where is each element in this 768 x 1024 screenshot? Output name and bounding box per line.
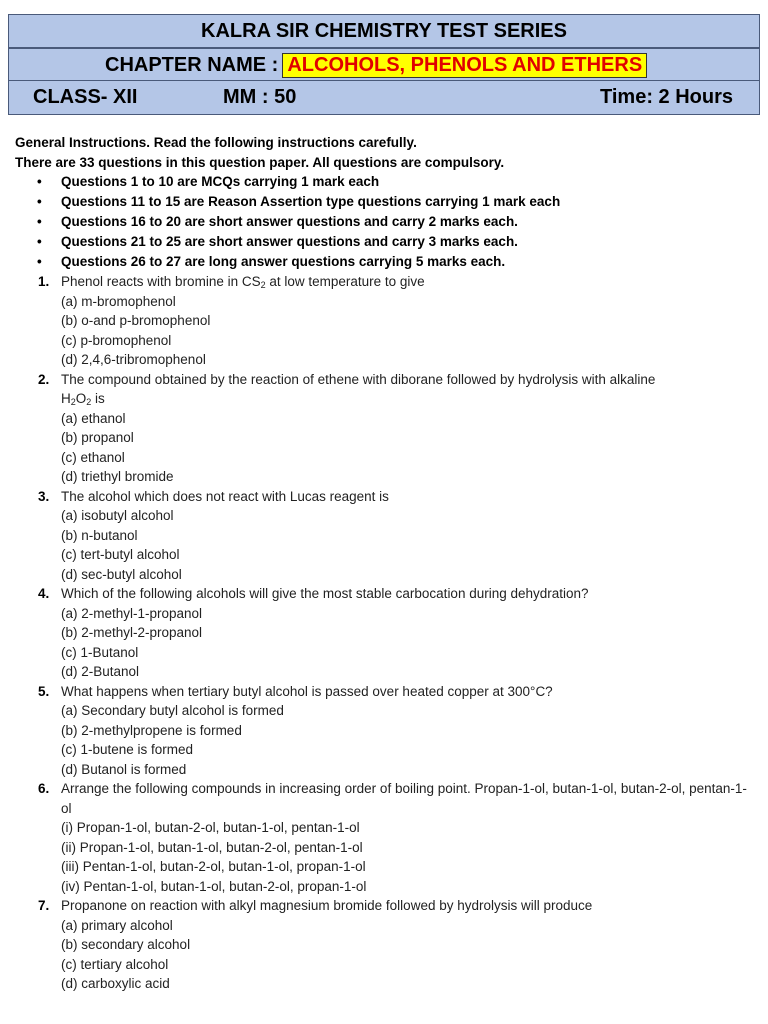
- bullet-icon: •: [37, 174, 42, 189]
- option: (b) secondary alcohol: [61, 937, 191, 952]
- class-label: CLASS- XII: [33, 86, 138, 108]
- question-1: 1. Phenol reacts with bromine in $CS_2$ at low temperature to give: [38, 274, 425, 290]
- option: (i) Propan-1-ol, butan-2-ol, butan-1-ol, pentan-1-ol: [61, 820, 360, 835]
- instruction-bullet: • Questions 11 to 15 are Reason Assertion type questions carrying 1 mark each: [15, 192, 755, 212]
- test-series-title: KALRA SIR CHEMISTRY TEST SERIES: [201, 20, 567, 42]
- option: (a) ethanol: [61, 410, 126, 426]
- option: (c) tertiary alcohol: [61, 956, 169, 972]
- question-5: 5. What happens when tertiary butyl alcohol is passed over heated copper at 300°C?: [15, 682, 755, 702]
- option: (b) 2-methylpropene is formed: [61, 722, 242, 738]
- option: (a) 2-methyl-1-propanol: [61, 605, 203, 621]
- question-7: 7. Propanone on reaction with alkyl magnesium bromide followed by hydrolysis will produce: [15, 896, 755, 916]
- option: (iii) Pentan-1-ol, butan-2-ol, butan-1-ol, propan-1-ol: [61, 859, 366, 874]
- option: (c) p-bromophenol: [61, 332, 172, 348]
- question-paper-body: [15, 133, 755, 994]
- option: (c) ethanol: [61, 449, 125, 465]
- question-2: 2. The compound obtained by the reaction of ethene with diborane followed by hydrolysis with alkaline: [15, 370, 755, 390]
- max-marks: MM : 50: [223, 86, 297, 108]
- option: (a) isobutyl alcohol: [61, 508, 174, 523]
- question-number: 1.: [38, 274, 50, 289]
- question-number: 6.: [38, 781, 50, 796]
- option: (a) Secondary butyl alcohol is formed: [61, 703, 284, 718]
- instruction-bullet: • Questions 1 to 10 are MCQs carrying 1 mark each: [15, 172, 755, 192]
- question-number: 5.: [38, 683, 50, 699]
- option: (d) triethyl bromide: [61, 469, 174, 484]
- option: (a) m-bromophenol: [61, 293, 176, 309]
- instruction-bullet: • Questions 26 to 27 are long answer questions carrying 5 marks each.: [15, 252, 755, 272]
- option: (d) Butanol is formed: [61, 761, 187, 777]
- option: (c) 1-butene is formed: [61, 742, 194, 757]
- question-number: 3.: [38, 488, 50, 504]
- chapter-line: [105, 53, 647, 78]
- instruction-bullet: • Questions 16 to 20 are short answer questions and carry 2 marks each.: [15, 212, 755, 232]
- time-duration: Time: 2 Hours: [600, 86, 733, 108]
- bullet-icon: •: [37, 194, 42, 209]
- bullet-icon: •: [37, 214, 42, 229]
- option: (d) 2,4,6-tribromophenol: [61, 352, 206, 367]
- question-number: 4.: [38, 586, 50, 601]
- header-title-row: [8, 14, 760, 48]
- question-number: 2.: [38, 371, 50, 387]
- question-4: 4. Which of the following alcohols will give the most stable carbocation during dehydration?: [15, 584, 755, 604]
- option: (d) carboxylic acid: [61, 976, 170, 991]
- bullet-icon: •: [37, 234, 42, 249]
- header-info-row: [8, 80, 760, 115]
- option: (b) propanol: [61, 430, 134, 445]
- option: (d) 2-Butanol: [61, 664, 140, 679]
- question-6: 6. Arrange the following compounds in increasing order of boiling point. Propan-1-ol, butan-1-ol, butan-2-ol, pentan-1-ol: [38, 781, 747, 816]
- option: (c) tert-butyl alcohol: [61, 547, 180, 562]
- question-number: 7.: [38, 898, 50, 913]
- bullet-icon: •: [37, 254, 42, 269]
- option: (b) 2-methyl-2-propanol: [61, 625, 203, 640]
- instructions-heading: General Instructions. Read the following instructions carefully.: [15, 135, 417, 150]
- option: (c) 1-Butanol: [61, 644, 139, 660]
- chapter-name-highlight: ALCOHOLS, PHENOLS AND ETHERS: [282, 53, 647, 78]
- option: (b) n-butanol: [61, 527, 138, 543]
- option: (iv) Pentan-1-ol, butan-1-ol, butan-2-ol, propan-1-ol: [61, 878, 367, 894]
- question-continuation: $H_2O_2$ is: [61, 391, 105, 407]
- instruction-bullet: • Questions 21 to 25 are short answer questions and carry 3 marks each.: [15, 232, 755, 252]
- option: (ii) Propan-1-ol, butan-1-ol, butan-2-ol, pentan-1-ol: [61, 839, 363, 855]
- option: (d) sec-butyl alcohol: [61, 566, 182, 582]
- option: (b) o-and p-bromophenol: [61, 313, 211, 328]
- header-chapter-row: [8, 48, 760, 82]
- option: (a) primary alcohol: [61, 917, 173, 933]
- instructions-summary: There are 33 questions in this question paper. All questions are compulsory.: [15, 154, 505, 170]
- chapter-label: CHAPTER NAME :: [105, 54, 279, 76]
- question-3: 3. The alcohol which does not react with Lucas reagent is: [15, 487, 755, 507]
